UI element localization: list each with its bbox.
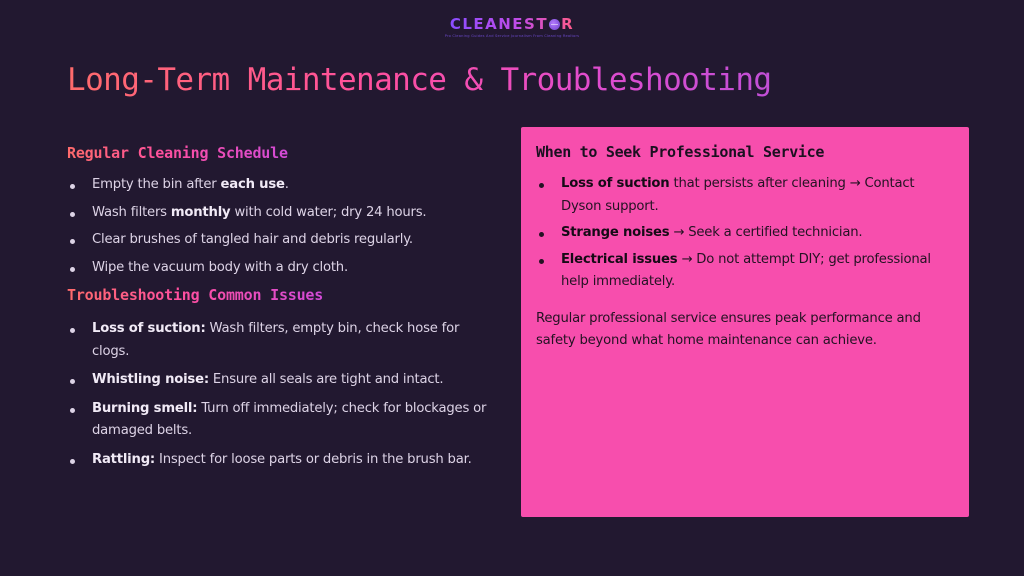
list-item: [67, 318, 497, 363]
item-emphasis: Loss of suction:: [92, 321, 206, 336]
item-text: Turn off immediately; check for blockages or damaged belts.: [92, 400, 487, 438]
professional-heading: When to Seek Professional Service: [536, 143, 825, 161]
item-text: that persists after cleaning → Contact Dyson support.: [561, 176, 915, 214]
globe-icon: [549, 19, 560, 30]
item-emphasis: monthly: [170, 204, 231, 220]
troubleshooting-list: [67, 318, 497, 471]
list-item: [67, 449, 497, 472]
list-item: [67, 229, 497, 252]
item-emphasis: each use: [220, 177, 285, 192]
item-text: .: [284, 177, 289, 192]
list-item: [536, 249, 954, 294]
item-text: Wipe the vacuum body with a dry cloth.: [92, 259, 348, 275]
list-item: [536, 222, 954, 245]
logo-wordmark: CLEANEST R: [449, 15, 575, 33]
list-item: [536, 173, 954, 218]
item-emphasis: Electrical issues: [561, 251, 678, 267]
professional-note: Regular professional service ensures peak performance and safety beyond what home maintenance can achieve.: [536, 310, 921, 348]
item-text: Wash filters, empty bin, check hose for clogs.: [92, 321, 460, 359]
item-emphasis: Rattling:: [92, 451, 156, 467]
troubleshooting-heading: Troubleshooting Common Issues: [67, 286, 324, 304]
item-text: → Do not attempt DIY; get professional help immediately.: [561, 251, 931, 289]
professional-service-callout: [521, 127, 969, 517]
item-text: Empty the bin after: [92, 177, 221, 192]
professional-list: [536, 173, 954, 294]
item-text: Ensure all seals are tight and intact.: [208, 372, 444, 387]
schedule-list: [67, 174, 497, 279]
item-text: Clear brushes of tangled hair and debris regularly.: [92, 232, 413, 247]
list-item: [67, 202, 497, 225]
logo-tagline: Pro Cleaning Guides And Service Journalism From Cleaning Realtors: [444, 34, 580, 38]
item-text: → Seek a certified technician.: [669, 225, 863, 240]
item-emphasis: Loss of suction: [561, 176, 670, 191]
list-item: [67, 398, 497, 443]
item-text: with cold water; dry 24 hours.: [230, 204, 427, 220]
brand-logo: [0, 14, 1024, 38]
item-text: Inspect for loose parts or debris in the brush bar.: [155, 451, 472, 467]
item-emphasis: Strange noises: [561, 225, 670, 240]
page-title: Long-Term Maintenance & Troubleshooting: [67, 62, 772, 98]
item-text: Wash filters: [92, 204, 171, 220]
item-emphasis: Burning smell:: [92, 400, 198, 416]
list-item: [67, 257, 497, 280]
list-item: [67, 369, 497, 392]
left-column: [67, 143, 497, 477]
list-item: [67, 174, 497, 197]
schedule-heading: Regular Cleaning Schedule: [67, 144, 288, 162]
item-emphasis: Whistling noise:: [92, 372, 209, 387]
